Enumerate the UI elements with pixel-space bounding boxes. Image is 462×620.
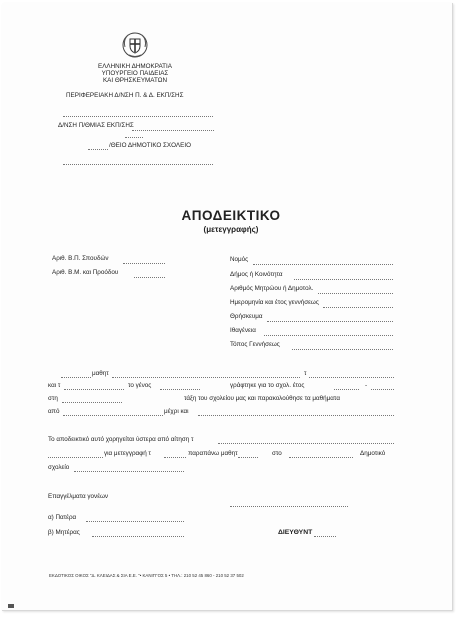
dotted-line: [198, 415, 394, 416]
text-transfer: για μετεγγραφή τ: [104, 450, 152, 457]
dotted-line: [160, 389, 200, 390]
field-label-mother: β) Μητέρας: [48, 529, 80, 536]
header-republic: ΕΛΛΗΝΙΚΗ ΔΗΜΟΚΡΑΤΙΑ: [98, 63, 172, 70]
field-dots-birthplace: [292, 349, 393, 350]
dotted-line: [63, 415, 163, 416]
field-label-birth: Ημερομηνία και έτος γεννήσεως: [230, 299, 319, 306]
document-title: ΑΠΟΔΕΙΚΤΙΚΟ: [181, 208, 281, 223]
dotted-line: [289, 457, 353, 458]
dotted-line: [62, 402, 122, 403]
dotted-line: [61, 377, 91, 378]
text-mathit: μαθητ: [92, 370, 109, 377]
dotted-line: [48, 457, 103, 458]
field-label-nomos: Νομός: [230, 256, 249, 263]
header-school: /ΘΕΙΟ ΔΗΜΟΤΙΚΟ ΣΧΟΛΕΙΟ: [109, 142, 191, 149]
header-regional-directorate: ΠΕΡΙΦΕΡΕΙΑΚΗ Δ/ΝΣΗ Π. & Δ. ΕΚΠ/ΣΗΣ: [66, 92, 184, 99]
occupations-title: Επαγγέλματα γονέων: [48, 493, 109, 500]
dotted-line: [88, 149, 108, 150]
field-label-religion: Θρήσκευμα: [230, 313, 263, 320]
director-signature-label: ΔΙΕΥΘΥΝΤ: [278, 529, 313, 536]
field-dots-religion: [267, 321, 393, 322]
dotted-line: [63, 164, 213, 165]
dotted-line: [64, 389, 124, 390]
text-apo: από: [48, 408, 60, 415]
field-dots-mitroo: [318, 293, 393, 294]
dotted-line: [74, 471, 184, 472]
text-primary: Δημοτικό: [360, 450, 386, 457]
dotted-line: [314, 536, 336, 537]
date-dots: [230, 506, 348, 507]
dotted-line: [334, 389, 359, 390]
field-label-dimos: Δήμος ή Κοινότητα: [230, 271, 283, 278]
header-ministry: ΥΠΟΥΡΓΕΙΟ ΠΑΙΔΕΙΑΣ: [101, 70, 169, 77]
dotted-line: [125, 137, 143, 138]
dotted-line: [371, 389, 394, 390]
text-mexri: μέχρι και: [164, 408, 189, 415]
dotted-line: [112, 377, 300, 378]
text-school: σχολείο: [48, 464, 70, 471]
field-dots-birth: [323, 307, 393, 308]
field-label-birthplace: Τόπος Γεννήσεως: [230, 341, 280, 348]
field-dots-nomos: [253, 264, 393, 265]
field-dots-nationality: [264, 335, 393, 336]
dotted-line: [218, 443, 394, 444]
text-sti: στη: [48, 395, 58, 402]
dotted-line: [164, 457, 186, 458]
field-dots-bm: [134, 277, 165, 278]
dotted-line: [63, 116, 213, 117]
document-subtitle: (μετεγγραφής): [203, 225, 259, 234]
field-label-bm: Αριθ. Β.Μ. και Προόδου: [52, 269, 119, 276]
text-kai: και τ: [48, 382, 61, 389]
text-sto: στο: [272, 450, 282, 457]
text-genos: το γένος: [128, 382, 152, 389]
text-issued: Το αποδεικτικό αυτό χορηγείται ύστερα από αίτηση τ: [48, 436, 194, 443]
field-dots-bp: [123, 263, 165, 264]
text-above-pupil: παραπάνω μαθητ: [188, 450, 238, 457]
dotted-line: [238, 457, 258, 458]
greek-emblem-icon: [120, 30, 150, 60]
field-label-father: α) Πατέρα: [48, 514, 77, 521]
field-label-nationality: Ιθαγένεια: [230, 327, 256, 334]
dotted-line: [309, 377, 394, 378]
header-ministry-2: ΚΑΙ ΘΡΗΣΚΕΥΜΑΤΩΝ: [102, 77, 167, 84]
field-dots-mother: [92, 536, 184, 537]
publisher-footer: ΕΚΔΟΤΙΚΟΣ ΟΙΚΟΣ "Δ. ΚΛΕΙΔΑΣ & ΣΙΑ Ε.Ε. "• ΚΑΝΙΓΓΟΣ 5 • ΤΗΛ.: 210 52 45 860 - 210 52 37 502: [49, 573, 244, 578]
dotted-line: [132, 130, 214, 131]
field-label-mitroo: Αριθμός Μητρώου ή Δημοτολ.: [230, 285, 314, 292]
field-dots-dimos: [294, 279, 393, 280]
text-enrolled: γράφτηκε για το σχολ. έτος: [230, 382, 305, 389]
text-class-attended: τάξη του σχολείου μας και παρακολούθησε τα μαθήματα: [184, 395, 340, 402]
header-primary-directorate: Δ/ΝΣΗ Π/ΘΜΙΑΣ ΕΚΠ/ΣΗΣ: [58, 122, 134, 129]
scan-edge-mark: [8, 604, 14, 608]
field-label-bp: Αριθ. Β.Π. Σπουδών: [52, 255, 109, 262]
field-dots-father: [86, 521, 184, 522]
text-dash: -: [365, 382, 368, 389]
text-article: τ: [304, 370, 307, 377]
